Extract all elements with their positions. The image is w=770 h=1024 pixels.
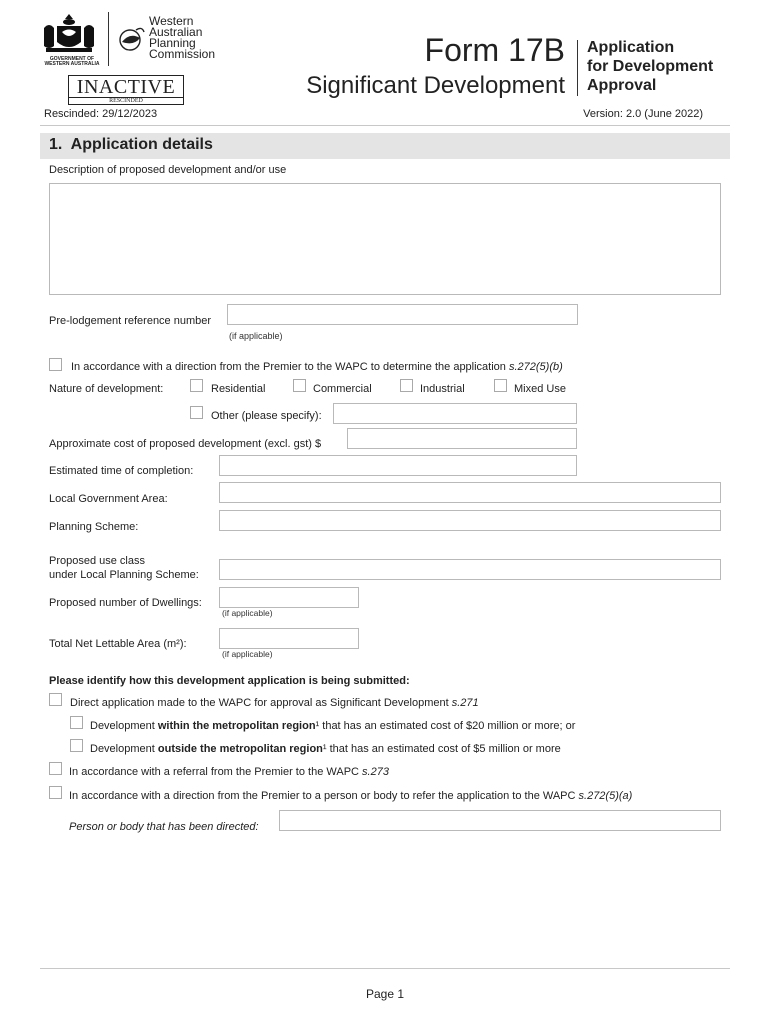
person-direction-label — [69, 790, 632, 802]
dwellings-input[interactable] — [219, 587, 359, 608]
prelodgement-input[interactable] — [227, 304, 578, 325]
version-label: Version: 2.0 (June 2022) — [583, 108, 703, 120]
form-number: Form 17B — [424, 32, 565, 68]
stamp-sub: RESCINDED — [69, 97, 183, 104]
crest-icon — [40, 12, 98, 56]
scheme-label: Planning Scheme: — [49, 521, 139, 533]
prelodgement-label: Pre-lodgement reference number — [49, 315, 212, 327]
dwellings-label: Proposed number of Dwellings: — [49, 597, 202, 609]
referral-ref: s.273 — [362, 766, 389, 778]
person-direction-checkbox[interactable] — [49, 786, 62, 799]
premier-direction-ref: s.272(5)(b) — [508, 361, 563, 373]
wapc-logo — [116, 22, 148, 56]
title-divider — [577, 40, 578, 96]
outside-text-b: outside the metropolitan region — [157, 743, 323, 755]
metro-text-a: Development — [90, 720, 158, 732]
direct-application-checkbox[interactable] — [49, 693, 62, 706]
residential-label: Residential — [211, 383, 266, 395]
nla-label: Total Net Lettable Area (m²): — [49, 638, 187, 650]
outside-text-c: ¹ that has an estimated cost of $5 million or more — [322, 743, 561, 755]
description-textarea[interactable] — [49, 183, 721, 295]
premier-direction-label — [71, 361, 563, 373]
application-title — [587, 38, 713, 95]
person-direction-ref: s.272(5)(a) — [578, 790, 633, 802]
mixed-use-checkbox[interactable] — [494, 379, 507, 392]
lga-label: Local Government Area: — [49, 493, 168, 505]
completion-input[interactable] — [219, 455, 577, 476]
commercial-label: Commercial — [313, 383, 372, 395]
premier-direction-text: In accordance with a direction from the Premier to the WAPC to determine the application — [71, 361, 509, 373]
direct-application-ref: s.271 — [451, 697, 479, 709]
nature-label: Nature of development: — [49, 383, 164, 395]
app-line1: Application — [587, 39, 675, 56]
useclass-input[interactable] — [219, 559, 721, 580]
premier-direction-checkbox[interactable] — [49, 358, 62, 371]
referral-label — [69, 766, 389, 778]
industrial-label: Industrial — [420, 383, 465, 395]
submit-question: Please identify how this development application is being submitted: — [49, 675, 410, 687]
wapc-line3: Planning — [149, 36, 196, 50]
direct-application-text: Direct application made to the WAPC for approval as Significant Development — [70, 697, 452, 709]
nla-note: (if applicable) — [222, 649, 273, 659]
useclass-label-2: under Local Planning Scheme: — [49, 569, 199, 581]
other-input[interactable] — [333, 403, 577, 424]
other-checkbox[interactable] — [190, 406, 203, 419]
header-rule — [40, 125, 730, 126]
wapc-swan-icon — [116, 22, 148, 56]
metro-text-b: within the metropolitan region — [157, 720, 316, 732]
nla-input[interactable] — [219, 628, 359, 649]
stamp-text: INACTIVE — [76, 76, 176, 98]
useclass-label-1: Proposed use class — [49, 555, 145, 567]
commercial-checkbox[interactable] — [293, 379, 306, 392]
inactive-stamp — [68, 75, 184, 105]
outside-region-checkbox[interactable] — [70, 739, 83, 752]
footer-rule — [40, 968, 730, 969]
wapc-line4: Commission — [149, 47, 216, 61]
gov-line1: GOVERNMENT OF — [49, 56, 95, 62]
cost-input[interactable] — [347, 428, 577, 449]
wapc-line1: Western — [149, 14, 194, 28]
person-field-input[interactable] — [279, 810, 721, 831]
person-direction-text: In accordance with a direction from the Premier to a person or body to refer the application to the WAPC — [69, 790, 579, 802]
wapc-line2: Australian — [149, 25, 203, 39]
completion-label: Estimated time of completion: — [49, 465, 194, 477]
mixed-use-label: Mixed Use — [514, 383, 566, 395]
metro-region-checkbox[interactable] — [70, 716, 83, 729]
direct-application-label — [70, 697, 479, 709]
dwellings-note: (if applicable) — [222, 608, 273, 618]
wapc-name — [149, 16, 215, 60]
scheme-input[interactable] — [219, 510, 721, 531]
metro-region-label — [90, 720, 575, 732]
page-number: Page 1 — [365, 987, 405, 1001]
residential-checkbox[interactable] — [190, 379, 203, 392]
other-label: Other (please specify): — [211, 410, 322, 422]
app-line2: for Development — [587, 58, 714, 75]
cost-label: Approximate cost of proposed development (excl. gst) $ — [49, 438, 322, 450]
metro-text-c: ¹ that has an estimated cost of $20 million or more; or — [315, 720, 576, 732]
outside-text-a: Development — [90, 743, 158, 755]
section-title: 1. Application details — [49, 136, 213, 153]
logo-divider — [108, 12, 109, 66]
industrial-checkbox[interactable] — [400, 379, 413, 392]
description-label: Description of proposed development and/or use — [49, 164, 287, 176]
wa-government-crest — [40, 12, 98, 56]
lga-input[interactable] — [219, 482, 721, 503]
referral-text: In accordance with a referral from the Premier to the WAPC — [69, 766, 363, 778]
section-bar — [40, 133, 730, 159]
app-line3: Approval — [587, 77, 657, 94]
referral-checkbox[interactable] — [49, 762, 62, 775]
prelodgement-note: (if applicable) — [229, 331, 283, 341]
person-field-label: Person or body that has been directed: — [69, 821, 259, 833]
gov-line2: WESTERN AUSTRALIA — [44, 61, 100, 67]
rescinded-date: Rescinded: 29/12/2023 — [44, 108, 158, 120]
outside-region-label — [90, 743, 561, 755]
form-subtitle: Significant Development — [306, 72, 565, 99]
